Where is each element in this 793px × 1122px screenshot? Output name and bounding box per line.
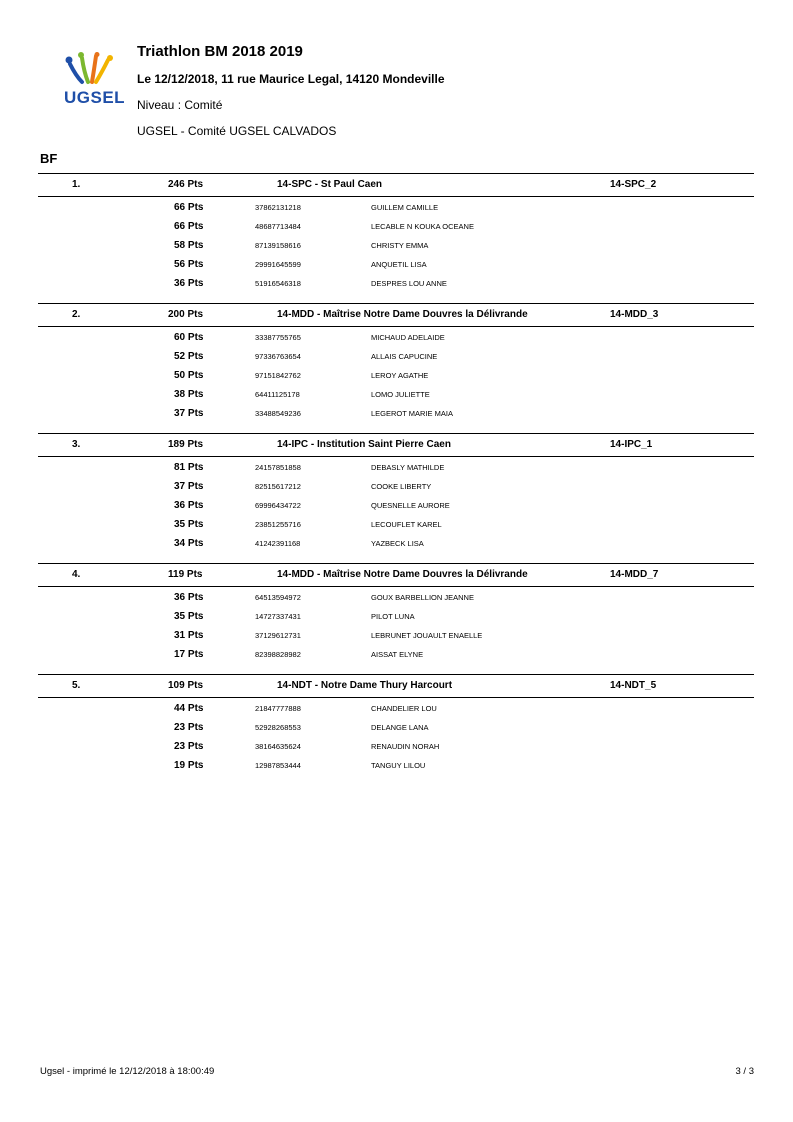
athlete-points: 81 Pts bbox=[174, 462, 204, 473]
athlete-points: 31 Pts bbox=[174, 630, 204, 641]
athlete-name: ALLAIS CAPUCINE bbox=[371, 352, 438, 361]
athlete-points: 36 Pts bbox=[174, 592, 204, 603]
athlete-row bbox=[38, 458, 754, 477]
team-rank: 4. bbox=[72, 569, 81, 580]
athlete-row bbox=[38, 274, 754, 293]
athlete-name: TANGUY LILOU bbox=[371, 761, 426, 770]
athlete-licence: 14727337431 bbox=[255, 612, 301, 621]
athlete-licence: 37862131218 bbox=[255, 203, 301, 212]
athlete-name: PILOT LUNA bbox=[371, 612, 415, 621]
athlete-points: 58 Pts bbox=[174, 240, 204, 251]
committee-label: UGSEL - Comité UGSEL CALVADOS bbox=[137, 124, 337, 138]
athlete-row bbox=[38, 756, 754, 775]
athlete-points: 56 Pts bbox=[174, 259, 204, 270]
athlete-name: LEGEROT MARIE MAIA bbox=[371, 409, 453, 418]
athlete-row bbox=[38, 645, 754, 664]
logo-text: UGSEL bbox=[64, 88, 126, 107]
athlete-points: 36 Pts bbox=[174, 500, 204, 511]
athlete-row bbox=[38, 366, 754, 385]
team-name: 14-MDD - Maîtrise Notre Dame Douvres la Délivrande bbox=[277, 309, 528, 320]
athlete-row bbox=[38, 328, 754, 347]
team-points: 119 Pts bbox=[168, 569, 203, 580]
athlete-points: 44 Pts bbox=[174, 703, 204, 714]
athlete-name: MICHAUD ADELAIDE bbox=[371, 333, 445, 342]
athlete-row bbox=[38, 236, 754, 255]
athlete-licence: 82515617212 bbox=[255, 482, 301, 491]
team-block bbox=[38, 173, 754, 293]
athlete-name: LOMO JULIETTE bbox=[371, 390, 430, 399]
team-name: 14-MDD - Maîtrise Notre Dame Douvres la Délivrande bbox=[277, 569, 528, 580]
athlete-name: COOKE LIBERTY bbox=[371, 482, 432, 491]
athlete-licence: 97336763654 bbox=[255, 352, 301, 361]
athlete-row bbox=[38, 737, 754, 756]
team-name: 14-IPC - Institution Saint Pierre Caen bbox=[277, 439, 451, 450]
category-heading: BF bbox=[40, 151, 58, 166]
athlete-licence: 12987853444 bbox=[255, 761, 301, 770]
athlete-name: AISSAT ELYNE bbox=[371, 650, 424, 659]
team-points: 200 Pts bbox=[168, 309, 204, 320]
athlete-name: DELANGE LANA bbox=[371, 723, 429, 732]
athlete-row bbox=[38, 626, 754, 645]
athlete-points: 23 Pts bbox=[174, 722, 204, 733]
athlete-licence: 29991645599 bbox=[255, 260, 301, 269]
team-rank: 5. bbox=[72, 680, 81, 691]
athlete-points: 37 Pts bbox=[174, 481, 204, 492]
athlete-name: LECOUFLET KAREL bbox=[371, 520, 442, 529]
team-block bbox=[38, 303, 754, 423]
athlete-row bbox=[38, 404, 754, 423]
athlete-row bbox=[38, 534, 754, 553]
athlete-row bbox=[38, 588, 754, 607]
team-code: 14-NDT_5 bbox=[610, 680, 657, 691]
athlete-points: 19 Pts bbox=[174, 760, 204, 771]
athlete-row bbox=[38, 718, 754, 737]
team-header-row bbox=[38, 563, 754, 587]
team-rank: 3. bbox=[72, 439, 81, 450]
athlete-licence: 23851255716 bbox=[255, 520, 301, 529]
athlete-name: YAZBECK LISA bbox=[371, 539, 424, 548]
athlete-name: DESPRES LOU ANNE bbox=[371, 279, 447, 288]
athlete-points: 23 Pts bbox=[174, 741, 204, 752]
team-points: 246 Pts bbox=[168, 179, 204, 190]
team-block bbox=[38, 563, 754, 664]
athlete-points: 66 Pts bbox=[174, 202, 204, 213]
team-name: 14-SPC - St Paul Caen bbox=[277, 179, 383, 190]
print-footer: Ugsel - imprimé le 12/12/2018 à 18:00:49 bbox=[40, 1066, 215, 1077]
team-code: 14-SPC_2 bbox=[610, 179, 657, 190]
team-code: 14-IPC_1 bbox=[610, 439, 653, 450]
event-details: Le 12/12/2018, 11 rue Maurice Legal, 14120 Mondeville bbox=[137, 72, 445, 86]
athlete-licence: 69996434722 bbox=[255, 501, 301, 510]
athlete-points: 50 Pts bbox=[174, 370, 204, 381]
athlete-licence: 24157851858 bbox=[255, 463, 301, 472]
team-code: 14-MDD_3 bbox=[610, 309, 659, 320]
athlete-licence: 64411125178 bbox=[255, 390, 300, 399]
athlete-points: 17 Pts bbox=[174, 649, 204, 660]
athlete-points: 34 Pts bbox=[174, 538, 204, 549]
athlete-row bbox=[38, 515, 754, 534]
athlete-name: GUILLEM CAMILLE bbox=[371, 203, 439, 212]
athlete-row bbox=[38, 255, 754, 274]
team-points: 189 Pts bbox=[168, 439, 204, 450]
athlete-row bbox=[38, 699, 754, 718]
athlete-points: 36 Pts bbox=[174, 278, 204, 289]
level-label: Niveau : Comité bbox=[137, 98, 223, 112]
team-code: 14-MDD_7 bbox=[610, 569, 659, 580]
athlete-name: LECABLE N KOUKA OCEANE bbox=[371, 222, 474, 231]
athlete-points: 52 Pts bbox=[174, 351, 204, 362]
athlete-row bbox=[38, 496, 754, 515]
athlete-licence: 41242391168 bbox=[255, 539, 301, 548]
athlete-name: CHRISTY EMMA bbox=[371, 241, 429, 250]
team-header-row bbox=[38, 303, 754, 327]
athlete-licence: 82398828982 bbox=[255, 650, 301, 659]
team-block bbox=[38, 674, 754, 775]
athlete-points: 60 Pts bbox=[174, 332, 204, 343]
athlete-name: LEBRUNET JOUAULT ENAELLE bbox=[371, 631, 483, 640]
athlete-licence: 52928268553 bbox=[255, 723, 301, 732]
athlete-licence: 48687713484 bbox=[255, 222, 301, 231]
athlete-name: DEBASLY MATHILDE bbox=[371, 463, 445, 472]
athlete-licence: 33387755765 bbox=[255, 333, 301, 342]
athlete-name: ANQUETIL LISA bbox=[371, 260, 427, 269]
team-block bbox=[38, 433, 754, 553]
team-points: 109 Pts bbox=[168, 680, 204, 691]
athlete-name: QUESNELLE AURORE bbox=[371, 501, 450, 510]
team-name: 14-NDT - Notre Dame Thury Harcourt bbox=[277, 680, 453, 691]
athlete-licence: 87139158616 bbox=[255, 241, 301, 250]
team-header-row bbox=[38, 674, 754, 698]
athlete-points: 37 Pts bbox=[174, 408, 204, 419]
athlete-licence: 38164635624 bbox=[255, 742, 301, 751]
athlete-licence: 33488549236 bbox=[255, 409, 301, 418]
athlete-licence: 97151842762 bbox=[255, 371, 301, 380]
document-title: Triathlon BM 2018 2019 bbox=[137, 43, 303, 60]
athlete-row bbox=[38, 198, 754, 217]
athlete-row bbox=[38, 607, 754, 626]
athlete-name: RENAUDIN NORAH bbox=[371, 742, 440, 751]
athlete-points: 35 Pts bbox=[174, 519, 204, 530]
athlete-name: GOUX BARBELLION JEANNE bbox=[371, 593, 474, 602]
results-table bbox=[38, 173, 754, 785]
athlete-points: 38 Pts bbox=[174, 389, 204, 400]
team-rank: 1. bbox=[72, 179, 81, 190]
athlete-licence: 37129612731 bbox=[255, 631, 301, 640]
athlete-licence: 21847777888 bbox=[255, 704, 301, 713]
athlete-points: 66 Pts bbox=[174, 221, 204, 232]
athlete-points: 35 Pts bbox=[174, 611, 204, 622]
athlete-row bbox=[38, 385, 754, 404]
athlete-licence: 64513594972 bbox=[255, 593, 301, 602]
athlete-row bbox=[38, 217, 754, 236]
team-header-row bbox=[38, 433, 754, 457]
athlete-row bbox=[38, 347, 754, 366]
team-rank: 2. bbox=[72, 309, 81, 320]
page-number: 3 / 3 bbox=[735, 1066, 754, 1077]
athlete-licence: 51916546318 bbox=[255, 279, 301, 288]
athlete-row bbox=[38, 477, 754, 496]
athlete-name: CHANDELIER LOU bbox=[371, 704, 437, 713]
team-header-row bbox=[38, 173, 754, 197]
athlete-name: LEROY AGATHE bbox=[371, 371, 429, 380]
